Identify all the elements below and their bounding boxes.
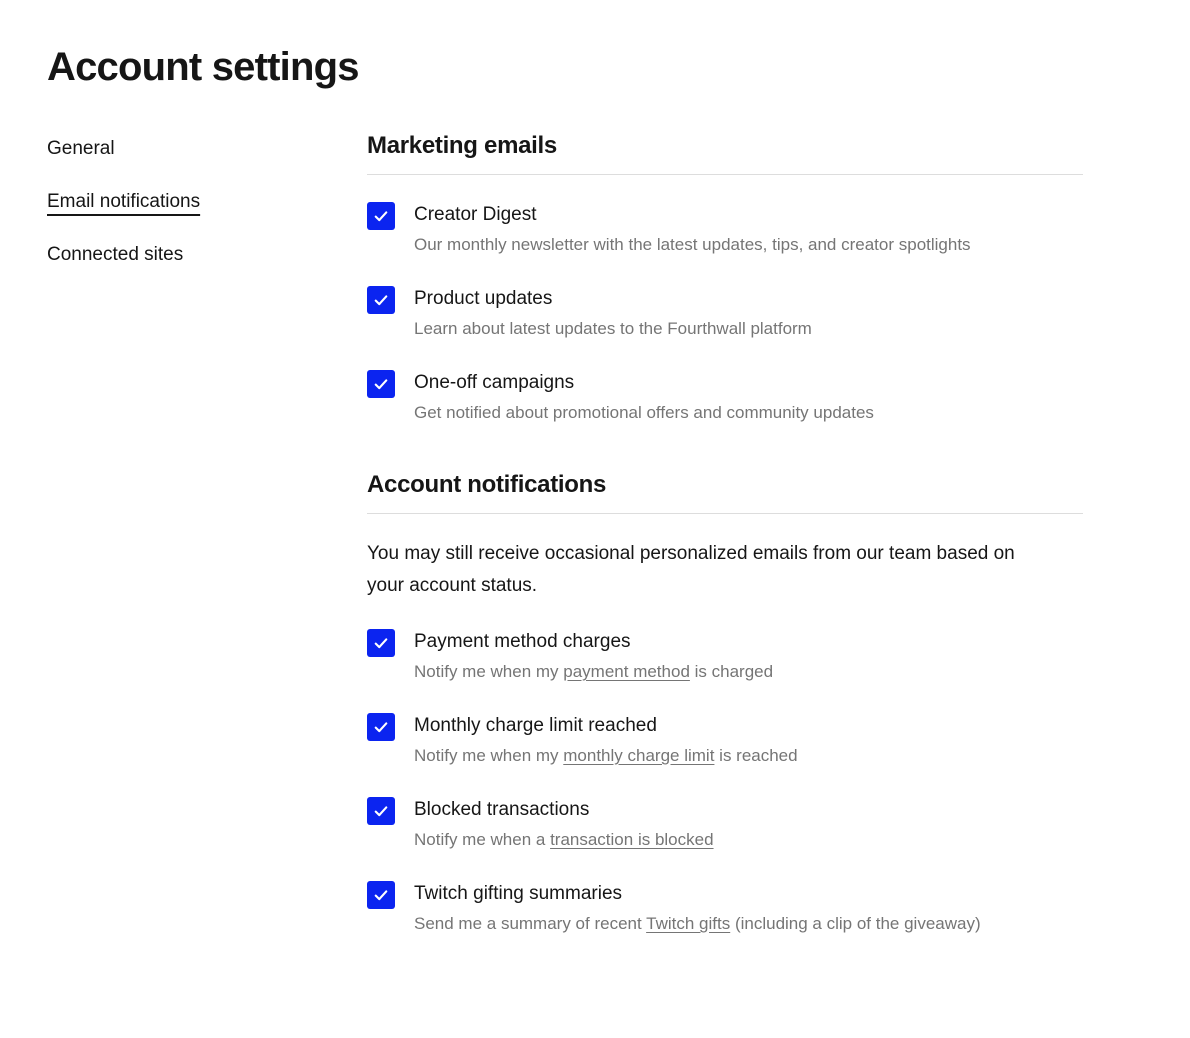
notification-rows	[367, 201, 1083, 427]
notification-rows	[367, 628, 1083, 938]
notification-row-creator-digest	[367, 201, 1083, 259]
checkmark-icon	[372, 207, 390, 225]
section-note: You may still receive occasional personalized emails from our team based on your account status.	[367, 543, 1015, 596]
notification-label[interactable]: Monthly charge limit reached	[414, 715, 657, 736]
checkbox-monthly-charge-limit-reached[interactable]	[367, 713, 395, 741]
checkbox-product-updates[interactable]	[367, 286, 395, 314]
twitch-gifts-link[interactable]: Twitch gifts	[646, 914, 731, 933]
notification-row-payment-method-charges	[367, 628, 1083, 686]
sidebar-item-connected-sites[interactable]: Connected sites	[47, 244, 184, 265]
notification-text	[414, 880, 1083, 938]
checkbox-payment-method-charges[interactable]	[367, 629, 395, 657]
page-title: Account settings	[47, 45, 359, 89]
notification-row-blocked-transactions	[367, 796, 1083, 854]
notification-label[interactable]: Creator Digest	[414, 204, 537, 225]
notification-text	[414, 369, 1083, 427]
notification-label[interactable]: Twitch gifting summaries	[414, 883, 623, 904]
section-marketing-emails	[367, 132, 1083, 427]
notification-text	[414, 201, 1083, 259]
checkmark-icon	[372, 375, 390, 393]
notification-text	[414, 628, 1083, 686]
section-divider	[367, 513, 1083, 514]
checkmark-icon	[372, 291, 390, 309]
checkmark-icon	[372, 634, 390, 652]
section-heading: Marketing emails	[367, 132, 557, 159]
settings-nav	[47, 132, 367, 294]
checkbox-creator-digest[interactable]	[367, 202, 395, 230]
notification-description: Our monthly newsletter with the latest updates, tips, and creator spotlights	[414, 235, 971, 254]
notification-row-monthly-charge-limit-reached	[367, 712, 1083, 770]
notification-description: Send me a summary of recent Twitch gifts (including a clip of the giveaway)	[414, 914, 981, 933]
section-heading: Account notifications	[367, 471, 607, 498]
notification-description: Get notified about promotional offers and community updates	[414, 403, 874, 422]
payment-method-link[interactable]: payment method	[563, 662, 690, 681]
notification-description: Learn about latest updates to the Fourthwall platform	[414, 319, 812, 338]
checkmark-icon	[372, 802, 390, 820]
notification-row-one-off-campaigns	[367, 369, 1083, 427]
notification-description: Notify me when a transaction is blocked	[414, 830, 714, 849]
notification-text	[414, 712, 1083, 770]
notification-label[interactable]: Blocked transactions	[414, 799, 590, 820]
notification-text	[414, 796, 1083, 854]
notification-text	[414, 285, 1083, 343]
checkbox-one-off-campaigns[interactable]	[367, 370, 395, 398]
settings-content	[367, 132, 1083, 964]
notification-label[interactable]: Payment method charges	[414, 631, 631, 652]
notification-row-product-updates	[367, 285, 1083, 343]
checkmark-icon	[372, 718, 390, 736]
checkbox-blocked-transactions[interactable]	[367, 797, 395, 825]
notification-label[interactable]: One-off campaigns	[414, 372, 575, 393]
transaction-is-blocked-link[interactable]: transaction is blocked	[550, 830, 714, 849]
settings-layout	[47, 132, 1143, 964]
sidebar-item-email-notifications[interactable]: Email notifications	[47, 191, 201, 212]
notification-description: Notify me when my payment method is charged	[414, 662, 774, 681]
notification-label[interactable]: Product updates	[414, 288, 553, 309]
checkmark-icon	[372, 886, 390, 904]
notification-row-twitch-gifting-summaries	[367, 880, 1083, 938]
section-account-notifications	[367, 471, 1083, 938]
section-divider	[367, 174, 1083, 175]
monthly-charge-limit-link[interactable]: monthly charge limit	[563, 746, 715, 765]
checkbox-twitch-gifting-summaries[interactable]	[367, 881, 395, 909]
sidebar-item-general[interactable]: General	[47, 138, 115, 159]
notification-description: Notify me when my monthly charge limit is reached	[414, 746, 798, 765]
